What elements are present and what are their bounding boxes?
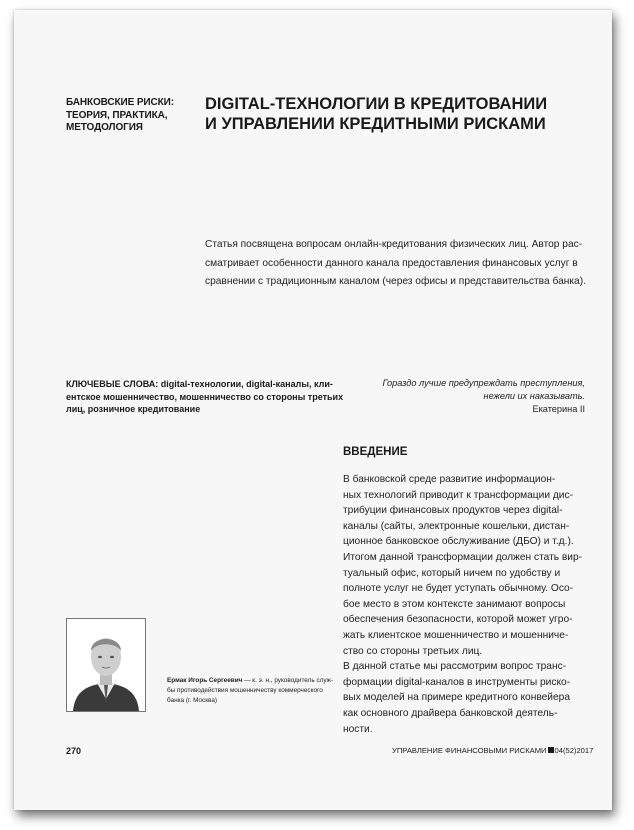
- author-portrait-icon: [67, 619, 145, 711]
- body-line: В данной статье мы рассмотрим вопрос транс-: [343, 661, 567, 673]
- article-title: [205, 94, 585, 134]
- body-line: формации digital-каналов в инструменты риско-: [343, 676, 571, 688]
- square-icon: [548, 747, 554, 753]
- body-line: обеспечения безопасности, которой может угро-: [343, 614, 573, 626]
- body-line: Итогом данной трансформации должен стать вир-: [343, 551, 583, 563]
- rubric-line: БАНКОВСКИЕ РИСКИ:: [66, 97, 174, 108]
- page-number: 270: [66, 746, 82, 756]
- body-line: жать клиентское мошенничество и мошенниче-: [343, 629, 569, 641]
- author-bio: [167, 676, 334, 706]
- title-line: И УПРАВЛЕНИИ КРЕДИТНЫМИ РИСКАМИ: [205, 115, 546, 133]
- journal-footer: [392, 746, 594, 755]
- rubric-line: МЕТОДОЛОГИЯ: [66, 122, 143, 133]
- body-line: ционное банковское обслуживание (ДБО) и т.д.).: [343, 536, 574, 548]
- body-line: ство со стороны третьих лиц.: [343, 645, 483, 657]
- keywords-line: ентское мошенничество, мошенничество со стороны третьих: [66, 391, 344, 402]
- keywords-line: лиц, розничное кредитование: [66, 404, 201, 414]
- epigraph-quote-line: нежели их наказывать.: [483, 391, 585, 401]
- article-abstract: [205, 236, 590, 292]
- body-line: вых моделей на примере кредитного конвейера: [343, 692, 570, 704]
- author-bio-line: бы противодействия мошенничеству коммерческого: [167, 687, 323, 694]
- section-heading: ВВЕДЕНИЕ: [343, 446, 408, 458]
- author-name: Ермак Игорь Сергеевич: [167, 677, 243, 684]
- body-text: [343, 472, 593, 737]
- title-line: DIGITAL-ТЕХНОЛОГИИ В КРЕДИТОВАНИИ: [205, 95, 548, 113]
- abstract-line: Статья посвящена вопросам онлайн-кредитования физических лиц. Автор рас-: [205, 239, 583, 250]
- rubric-line: ТЕОРИЯ, ПРАКТИКА,: [66, 109, 168, 121]
- abstract-line: сравнении с традиционным каналом (через офисы и представительства банка).: [205, 276, 586, 287]
- epigraph: [370, 377, 585, 416]
- author-bio-line: банка (г. Москва): [167, 697, 218, 704]
- epigraph-quote-line: Гораздо лучше предупреждать преступления,: [382, 378, 585, 388]
- abstract-line: сматривает особенности данного канала предоставления финансовых услуг в: [205, 257, 578, 269]
- body-line: трибуции финансовых продуктов через digital-: [343, 505, 563, 517]
- author-photo: [66, 618, 146, 712]
- body-line: В банковской среде развитие информацион-: [343, 474, 556, 485]
- body-line: бое место в этом контексте занимают вопросы: [343, 598, 566, 610]
- keywords: [66, 378, 344, 416]
- journal-issue: 04(52)2017: [554, 746, 594, 755]
- body-line: как основного драйвера банковской деятель-: [343, 707, 558, 719]
- keywords-line: КЛЮЧЕВЫЕ СЛОВА: digital-технологии, digital-каналы, кли-: [66, 379, 333, 389]
- body-line: ности.: [343, 723, 373, 735]
- section-rubric: [66, 97, 196, 135]
- journal-name: УПРАВЛЕНИЕ ФИНАНСОВЫМИ РИСКАМИ: [392, 746, 547, 755]
- epigraph-author: Екатерина II: [532, 404, 585, 414]
- body-line: полноте услуг не будет уступать обычному. Осо-: [343, 583, 574, 595]
- body-line: туальный офис, который ничем по удобству и: [343, 567, 561, 579]
- body-line: ных технологий приводит к трансформации дис-: [343, 489, 573, 501]
- author-bio-line: — к. э. н., руководитель служ-: [242, 677, 334, 684]
- body-line: каналы (сайты, электронные кошельки, дистан-: [343, 520, 570, 532]
